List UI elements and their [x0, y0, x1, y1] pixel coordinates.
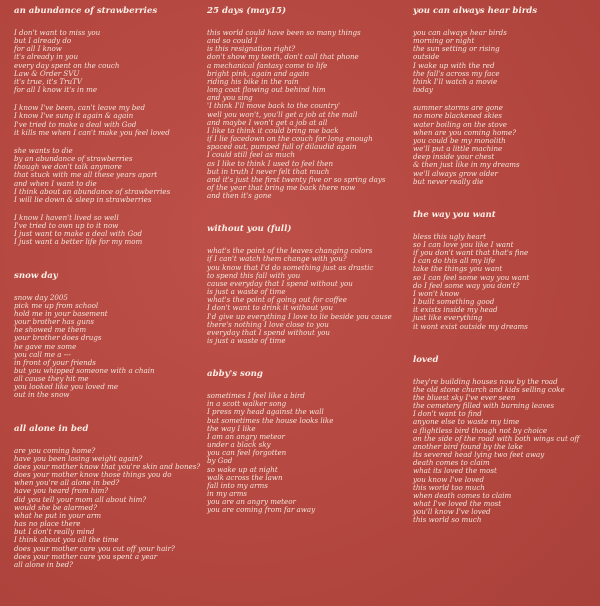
- lyric-line: does your mother care you spent a year: [14, 551, 158, 561]
- lyric-line: a mechanical fantasy come to life: [207, 60, 328, 70]
- song-title: 25 days (may15): [207, 6, 287, 16]
- lyric-line: if you don't want that that's fine: [413, 248, 529, 258]
- lyric-line: I can do this all my life: [413, 256, 496, 266]
- lyric-line: under a black sky: [207, 440, 271, 450]
- lyric-line: and you sing: [207, 93, 253, 103]
- lyric-line: this world too much: [413, 482, 485, 492]
- lyric-line: I press my head against the wall: [207, 407, 324, 417]
- lyric-line: it wont exist outside my dreams: [413, 321, 528, 331]
- lyric-line: think I'll watch a movie: [413, 76, 498, 86]
- lyric-line: you call me a ---: [14, 349, 71, 359]
- stanza: [207, 247, 407, 345]
- lyric-line: the cemetery filled with burning leaves: [413, 401, 555, 411]
- lyric-line: what I've loved the most: [413, 499, 502, 509]
- lyric-line: 'I think I'll move back to the country': [207, 101, 340, 111]
- lyric-line: all cause they hit me: [14, 374, 89, 384]
- lyric-line: all alone in bed?: [14, 559, 73, 569]
- lyric-line: as I like to think I used to feel then: [207, 158, 334, 168]
- lyric-line: I could still feel as much: [207, 150, 295, 160]
- lyric-line: but I don't really mind: [14, 527, 95, 537]
- lyrics-column-3: [413, 6, 598, 535]
- song-title: loved: [413, 354, 439, 365]
- lyric-line: the sun setting or rising: [413, 44, 500, 54]
- lyric-line: but I already do: [14, 36, 72, 46]
- lyric-line: the bluest sky I've ever seen: [413, 393, 516, 402]
- lyric-line: are you coming home?: [14, 445, 96, 455]
- lyric-line: I don't want to drink it without you: [207, 303, 334, 313]
- lyric-line: have you been losing weight again?: [14, 453, 143, 463]
- lyric-line: water boiling on the stove: [413, 119, 507, 129]
- song-title: all alone in bed: [14, 423, 89, 434]
- lyric-line: we'll always grow older: [413, 168, 498, 178]
- lyric-line: riding his bike in the rain: [207, 76, 299, 86]
- lyric-line: if I lie facedown on the couch for long enough: [207, 134, 373, 144]
- lyric-line: I'd give up everything I love to lie beside you cause: [207, 311, 392, 321]
- lyric-line: I won't know: [413, 288, 460, 298]
- song: [413, 6, 598, 210]
- lyric-line: today: [413, 85, 433, 95]
- lyric-line: this world could have been so many things: [207, 28, 361, 37]
- lyric-line: is just a waste of time: [207, 336, 286, 345]
- stanza: [207, 29, 407, 200]
- lyric-line: you know that I'd do something just as drastic: [207, 262, 374, 272]
- lyric-line: this world so much: [413, 515, 482, 525]
- lyric-line: I am an angry meteor: [207, 431, 285, 441]
- lyric-line: the old stone church and kids selling coke: [413, 384, 565, 394]
- stanza: [207, 392, 407, 514]
- song-title: an abundance of strawberries: [14, 6, 158, 16]
- lyric-line: by an abundance of strawberries: [14, 154, 133, 164]
- lyrics-column-1: [14, 6, 204, 579]
- lyric-line: is just a waste of time: [207, 287, 286, 297]
- lyric-line: your brother has guns: [14, 317, 94, 327]
- song: [207, 224, 407, 369]
- lyric-line: when are you coming home?: [413, 127, 517, 137]
- lyric-line: bright pink, again and again: [207, 68, 310, 78]
- lyric-line: I don't want to find: [413, 409, 482, 419]
- lyric-line: it's already in you: [14, 52, 79, 62]
- lyric-line: fall into my arms: [207, 480, 268, 490]
- song-title: abby's song: [207, 369, 263, 380]
- song: [14, 271, 204, 424]
- lyric-line: I built something good: [413, 297, 495, 307]
- lyric-line: you can feel forgotten: [207, 448, 287, 458]
- lyric-line: you'll know I've loved: [413, 507, 491, 517]
- song: [207, 369, 407, 514]
- lyric-line: when you're all alone in bed?: [14, 478, 120, 488]
- stanza: [14, 214, 204, 247]
- lyric-line: cause everyday that I spend without you: [207, 278, 353, 288]
- lyric-line: it kills me when I can't make you feel loved: [14, 127, 170, 137]
- lyric-line: so I can love you like I want: [413, 239, 514, 249]
- lyric-line: what its loved the most: [413, 466, 497, 476]
- lyric-line: to spend this fall with you: [207, 270, 301, 280]
- lyric-line: a flightless bird though not by choice: [413, 425, 548, 435]
- lyric-line: and it's just the first twenty five or so spring days: [207, 174, 386, 184]
- lyric-line: walk across the lawn: [207, 472, 283, 482]
- lyric-line: just like everything: [413, 313, 483, 323]
- song: [207, 6, 407, 224]
- lyric-line: spaced out, pumped full of dilaudid again: [207, 142, 357, 152]
- lyric-line: I wake up with the red: [413, 60, 495, 70]
- song: [14, 424, 204, 569]
- lyric-line: it exists inside my head: [413, 305, 498, 315]
- lyric-line: and maybe I won't get a job at all: [207, 117, 328, 127]
- lyric-line: did you tell your mom all about him?: [14, 494, 147, 504]
- lyric-line: for all I know: [14, 44, 62, 54]
- lyric-line: your brother does drugs: [14, 333, 102, 343]
- lyric-line: and then it's gone: [207, 191, 272, 201]
- lyric-line: on the side of the road with both wings cut off: [413, 433, 580, 443]
- lyric-line: if I can't watch them change with you?: [207, 254, 347, 264]
- lyric-line: everyday that I spend without you: [207, 327, 330, 337]
- lyric-line: Law & Order SVU: [14, 68, 80, 78]
- lyric-line: there's nothing I love close to you: [207, 319, 329, 329]
- lyric-line: I've tried to own up to it now: [14, 221, 119, 231]
- lyric-line: and when I want to die: [14, 178, 97, 188]
- lyric-line: out in the snow: [14, 390, 70, 400]
- lyric-line: does your mother know that you're skin and bones?: [14, 461, 201, 471]
- lyric-line: summer storms are gone: [413, 103, 503, 113]
- song-title: you can always hear birds: [413, 6, 538, 16]
- lyric-line: snow day 2005: [14, 292, 68, 302]
- lyric-line: you are coming from far away: [207, 505, 316, 515]
- lyric-line: does your mother care you cut off your hair?: [14, 543, 175, 553]
- song: [14, 6, 204, 271]
- lyric-line: what's the point of going out for coffee: [207, 295, 347, 305]
- stanza: [413, 104, 598, 186]
- lyric-line: but never really die: [413, 176, 484, 186]
- lyric-line: what's the point of the leaves changing colors: [207, 246, 373, 256]
- lyric-line: every day spent on the couch: [14, 60, 120, 70]
- lyric-line: bless this ugly heart: [413, 231, 487, 241]
- stanza: [413, 233, 598, 331]
- stanza: [14, 147, 204, 204]
- lyric-line: you looked like you loved me: [14, 382, 119, 392]
- lyric-line: does your mother know those things you do: [14, 470, 172, 480]
- lyric-line: you could be my monolith: [413, 135, 506, 145]
- lyric-line: I just want a better life for my mom: [14, 237, 143, 247]
- song: [413, 355, 598, 525]
- lyric-line: but sometimes the house looks like: [207, 415, 334, 425]
- song-title: snow day: [14, 270, 58, 281]
- lyric-line: but in truth I never felt that much: [207, 166, 330, 176]
- lyric-line: no more blackened skies: [413, 111, 503, 121]
- song: [413, 210, 598, 355]
- lyric-line: in front of your friends: [14, 357, 96, 367]
- lyric-line: though we don't talk anymore: [14, 162, 122, 172]
- lyric-line: of the year that bring me back there now: [207, 182, 356, 192]
- stanza: [14, 104, 204, 137]
- lyric-line: long coat flowing out behind him: [207, 85, 326, 95]
- lyric-line: in my arms: [207, 489, 248, 499]
- lyric-line: its severed head lying two feet away: [413, 450, 545, 460]
- lyric-line: I just want to make a deal with God: [14, 229, 143, 239]
- lyric-line: when death comes to claim: [413, 490, 512, 500]
- lyric-line: outside: [413, 52, 440, 62]
- lyric-line: we'll put a little machine: [413, 144, 503, 154]
- lyric-line: so I can feel some way you want: [413, 272, 530, 282]
- lyric-line: by God: [207, 456, 233, 466]
- lyric-line: I think about an abundance of strawberries: [14, 186, 171, 196]
- stanza: [413, 29, 598, 94]
- stanza: [14, 29, 204, 94]
- lyric-line: that stuck with me all these years apart: [14, 170, 158, 180]
- lyric-line: don't show my teeth, don't call that phone: [207, 52, 359, 62]
- lyric-line: he showed me them: [14, 325, 87, 335]
- lyric-line: I like to think it could bring me back: [207, 125, 339, 135]
- lyric-line: the way I like: [207, 423, 256, 433]
- lyrics-column-2: [207, 6, 407, 525]
- lyric-line: and so could I: [207, 36, 258, 46]
- lyric-line: I think about you all the time: [14, 535, 119, 545]
- lyric-line: I don't want to miss you: [14, 28, 101, 37]
- stanza: [14, 294, 204, 400]
- lyric-line: take the things you want: [413, 264, 503, 274]
- lyric-line: have you heard from him?: [14, 486, 109, 496]
- lyric-line: for all I know it's in me: [14, 85, 98, 95]
- lyric-line: well you won't, you'll get a job at the mall: [207, 109, 358, 119]
- lyric-line: morning or night: [413, 36, 475, 46]
- lyric-line: pick me up from school: [14, 300, 99, 310]
- lyric-line: & then just like in my dreams: [413, 160, 520, 170]
- lyric-line: is this resignation right?: [207, 44, 296, 54]
- lyric-line: has no place there: [14, 519, 81, 529]
- song-title: the way you want: [413, 209, 496, 220]
- lyric-line: you are an angry meteor: [207, 497, 296, 507]
- stanza: [413, 378, 598, 525]
- lyric-line: what he put in your arm: [14, 510, 102, 520]
- lyric-line: I know I haven't lived so well: [14, 212, 119, 222]
- lyric-line: you know I've loved: [413, 474, 485, 484]
- lyric-line: the fall's across my face: [413, 68, 500, 78]
- lyric-line: I know I've been, can't leave my bed: [14, 103, 146, 113]
- lyric-line: so wake up at night: [207, 464, 278, 474]
- lyric-line: death comes to claim: [413, 458, 490, 468]
- lyric-line: deep inside your chest: [413, 152, 495, 162]
- lyric-line: sometimes I feel like a bird: [207, 391, 305, 401]
- lyric-line: she wants to die: [14, 145, 73, 155]
- lyric-line: but you whipped someone with a chain: [14, 366, 155, 375]
- lyric-line: anyone else to waste my time: [413, 417, 520, 427]
- song-title: without you (full): [207, 224, 292, 235]
- lyric-line: I've tried to make a deal with God: [14, 119, 137, 129]
- lyric-line: another bird found by the lake: [413, 441, 523, 451]
- lyric-line: do I feel some way you don't?: [413, 280, 520, 290]
- lyric-line: they're building houses now by the road: [413, 376, 558, 386]
- lyric-line: you can always hear birds: [413, 28, 507, 37]
- lyric-line: in a scott walker song: [207, 399, 287, 409]
- lyric-line: he gave me some: [14, 341, 77, 351]
- lyric-line: it's true, it's TruTV: [14, 76, 82, 86]
- stanza: [14, 447, 204, 569]
- lyric-line: would she be alarmed?: [14, 502, 98, 512]
- lyric-line: hold me in your basement: [14, 308, 108, 318]
- lyric-line: I will lie down & sleep in strawberries: [14, 194, 152, 204]
- lyric-line: I know I've sung it again & again: [14, 111, 134, 121]
